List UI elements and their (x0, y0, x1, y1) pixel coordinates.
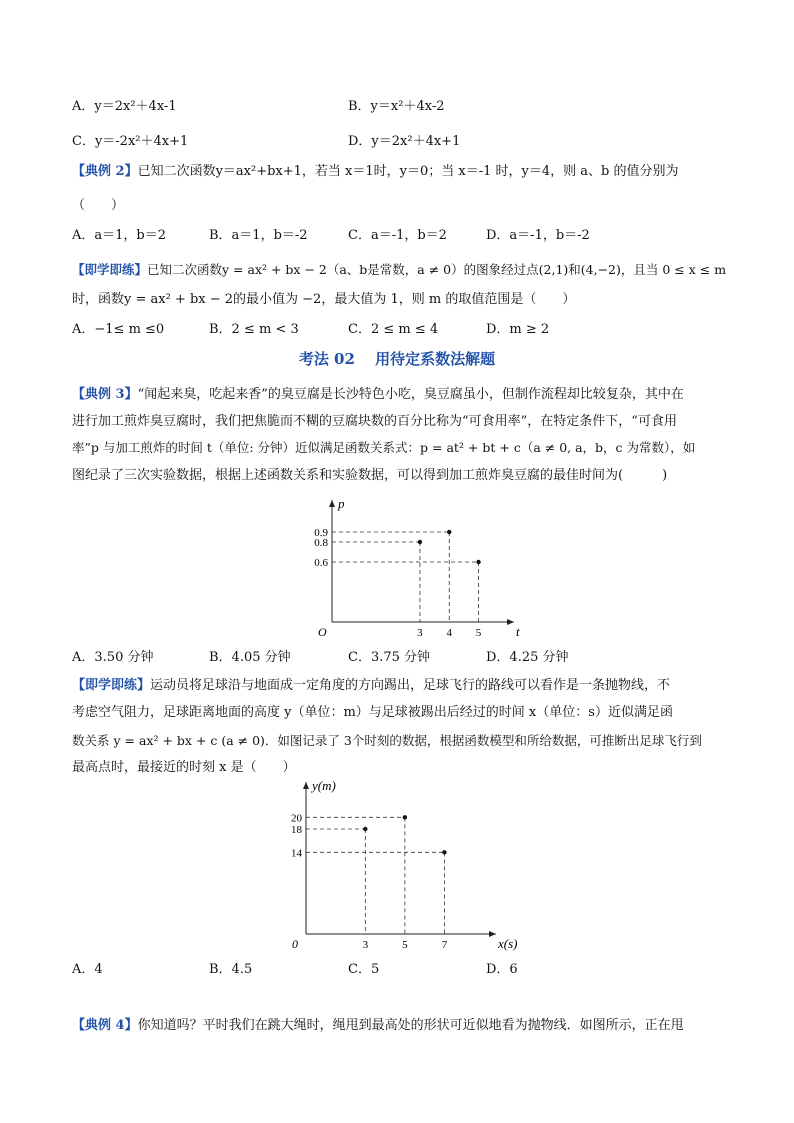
example-2-option-a: A．a＝1，b＝2 (72, 228, 167, 243)
example-2-blank: （ ） (72, 198, 125, 213)
section-heading: 考法 02 用待定系数法解题 (298, 350, 496, 368)
x-axis-label: t (516, 624, 520, 639)
y-tick-label: 20 (291, 812, 302, 825)
example-2-question (72, 162, 679, 182)
drill-2-option-c: C．5 (348, 962, 380, 977)
q1-option-a: A．y＝2x²＋4x-1 (72, 99, 177, 114)
origin-label: O (318, 625, 327, 639)
x-axis-arrow (489, 931, 496, 937)
x-tick-label: 4 (446, 627, 452, 639)
example-3-option-b: B．4.05 分钟 (209, 650, 291, 665)
example-3-line-4: 图纪录了三次实验数据，根据上述函数关系和实验数据，可以得到加工煎炸臭豆腐的最佳时间为( ) (72, 468, 668, 483)
drill-2-tag: 【即学即练】 (72, 678, 151, 693)
example-4-line-1 (72, 1016, 684, 1036)
example-3-option-a: A．3.50 分钟 (72, 650, 154, 665)
y-tick-label: 0.9 (314, 527, 328, 539)
drill-2-line-1 (72, 676, 670, 696)
y-tick-label: 14 (291, 847, 302, 860)
x-tick-label: 5 (475, 627, 482, 639)
drill-1-option-b: B．2 ≤ m < 3 (209, 322, 299, 337)
drill-2-line-4: 最高点时，最接近的时刻 x 是（ ） (72, 760, 296, 775)
x-tick-label: 3 (417, 627, 423, 639)
drill-2-option-b: B．4.5 (209, 962, 253, 977)
drill-2-option-a: A．4 (72, 962, 103, 977)
x-tick-label: 3 (362, 939, 369, 951)
drill-1-text: 已知二次函数y = ax² + bx − 2（a、b是常数，a ≠ 0）的图象经过点(2,1)和(4,−2)，且当 0 ≤ x ≤ m (147, 262, 727, 277)
drill-2-text: 运动员将足球沿与地面成一定角度的方向踢出，足球飞行的路线可以看作是一条抛物线，不 (150, 678, 671, 693)
example-3-option-d: D．4.25 分钟 (486, 650, 569, 665)
drill-1-option-c: C．2 ≤ m ≤ 4 (348, 322, 439, 337)
drill-1-line-1 (72, 260, 726, 280)
example-2-option-d: D．a＝-1，b＝-2 (486, 228, 590, 243)
q1-option-b: B．y＝x²＋4x-2 (348, 99, 445, 114)
drill-2-line-2: 考虑空气阻力，足球距离地面的高度 y（单位：m）与足球被踢出后经过的时间 x（单位：s）近似满足函 (72, 705, 673, 720)
drill-1-line-2: 时，函数y = ax² + bx − 2的最小值为 −2，最大值为 1，则 m 的取值范围是（ ） (72, 292, 576, 307)
example-3-line-3: 率”p 与加工煎炸的时间 t（单位: 分钟）近似满足函数关系式：p = at² + bt + c（a ≠ 0, a，b，c 为常数），如 (72, 440, 696, 455)
example-2-option-b: B．a＝1，b＝-2 (209, 228, 308, 243)
drill-1-option-a: A．−1≤ m ≤0 (72, 322, 165, 337)
y-axis-label: p (338, 496, 345, 511)
x-axis-arrow (507, 619, 514, 625)
y-axis-arrow (303, 782, 309, 789)
example-2-tag: 【典例 2】 (72, 164, 138, 179)
data-point (476, 560, 480, 564)
example-3-tag: 【典例 3】 (72, 387, 138, 402)
example-3-line-1 (72, 385, 684, 405)
data-point (403, 815, 407, 819)
y-tick-label: 0.8 (314, 537, 328, 549)
x-tick-label: 7 (441, 939, 448, 951)
data-point (447, 530, 451, 534)
example-2-option-c: C．a＝-1，b＝2 (348, 228, 447, 243)
data-point (363, 827, 367, 831)
example-3-option-c: C．3.75 分钟 (348, 650, 431, 665)
origin-label: 0 (292, 937, 298, 951)
q1-option-c: C．y＝-2x²＋4x+1 (72, 134, 189, 149)
data-point (442, 850, 446, 854)
drill-2-option-d: D．6 (486, 962, 518, 977)
example-2-text: 已知二次函数y＝ax²+bx+1，若当 x＝1时，y＝0；当 x＝-1 时，y＝4，则 a、b 的值分别为 (137, 164, 679, 179)
example-3-text: “闻起来臭，吃起来香”的臭豆腐是长沙特色小吃，臭豆腐虽小，但制作流程却比较复杂，其中在 (137, 387, 684, 402)
drill-2-line-3: 数关系 y = ax² + bx + c (a ≠ 0)．如图记录了 3个时刻的数据，根据函数模型和所给数据，可推断出足球飞行到 (72, 733, 702, 748)
drill-1-tag: 【即学即练】 (72, 262, 148, 277)
x-axis-label: x(s) (498, 936, 518, 951)
y-axis-label: y(m) (312, 778, 336, 793)
example-3-line-2: 进行加工煎炸臭豆腐时，我们把焦脆而不糊的豆腐块数的百分比称为“可食用率”，在特定条件下，“可食用 (72, 414, 677, 429)
example-4-text: 你知道吗？平时我们在跳大绳时，绳甩到最高处的形状可近似地看为抛物线．如图所示，正在甩 (137, 1018, 684, 1033)
q1-option-d: D．y＝2x²＋4x+1 (348, 134, 461, 149)
y-axis-arrow (329, 500, 335, 507)
drill-1-option-d: D．m ≥ 2 (486, 322, 550, 337)
y-tick-label: 18 (291, 824, 302, 836)
data-point (418, 540, 422, 544)
chart-football-height (282, 778, 518, 956)
y-tick-label: 0.6 (314, 557, 328, 569)
example-4-tag: 【典例 4】 (72, 1018, 138, 1033)
chart-frying-time (300, 492, 520, 642)
x-tick-label: 5 (402, 939, 408, 951)
